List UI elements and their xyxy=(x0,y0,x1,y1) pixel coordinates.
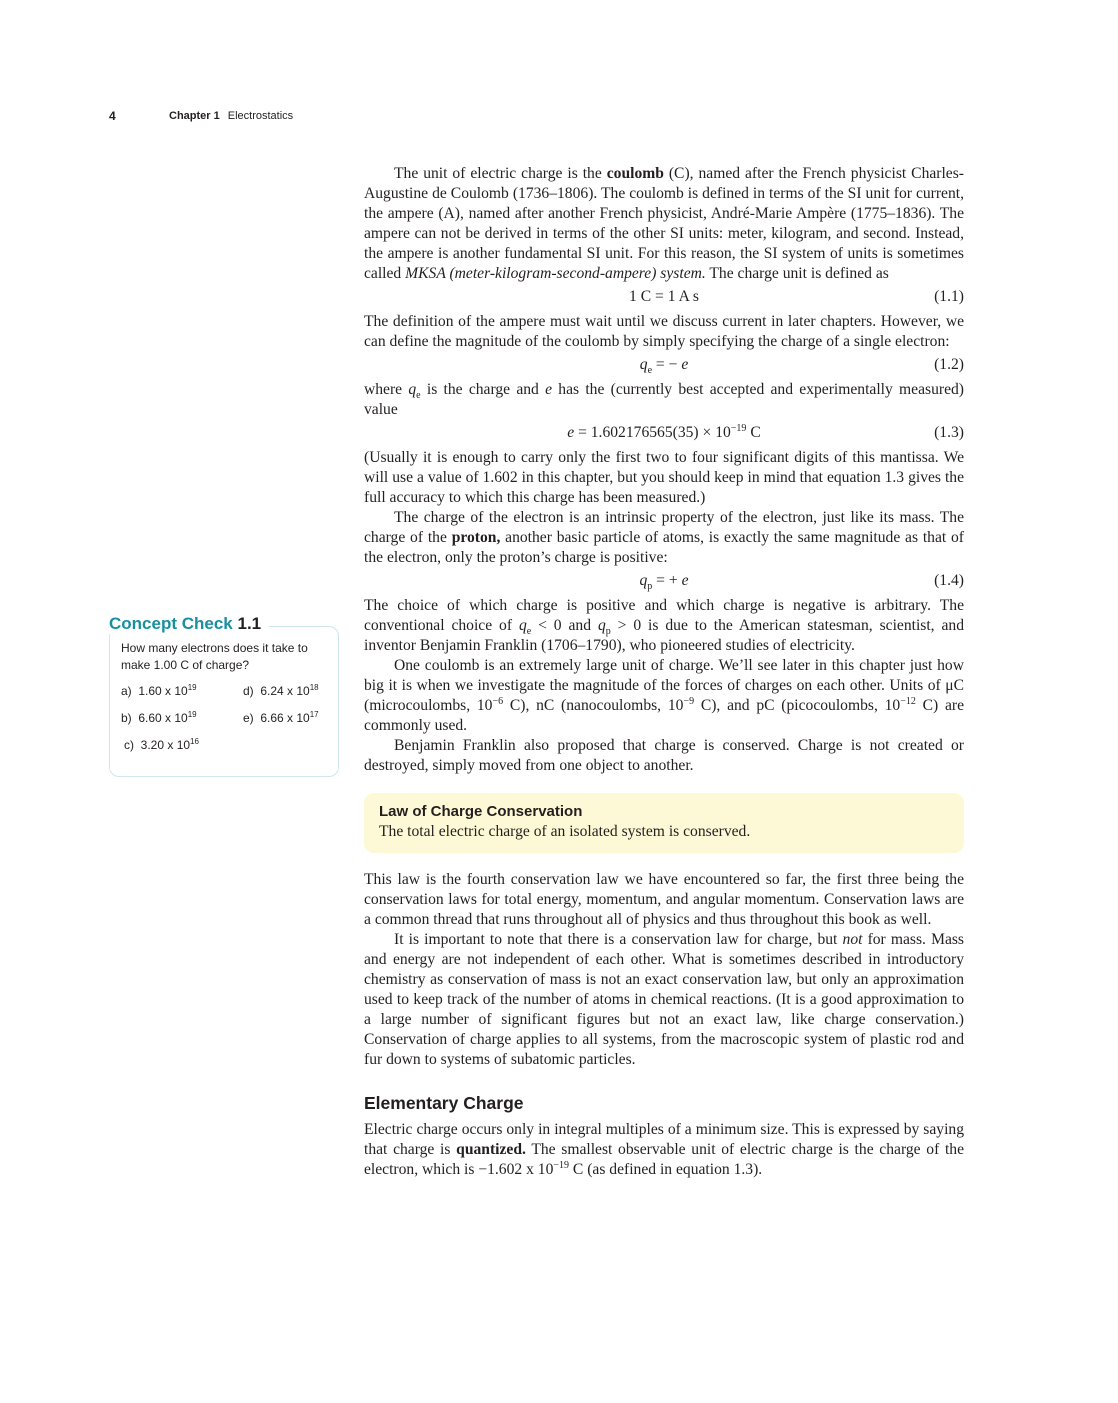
concept-check-title: Concept Check 1.1 xyxy=(109,614,269,634)
equation xyxy=(364,355,964,375)
text-run: MKSA (meter-kilogram-second-ampere) system. xyxy=(405,265,706,282)
text-run: (Usually it is enough to carry only the first two to four significant digits of this mantissa. We will use a value of 1.602 in this chapter, but you should keep in mind that equation 1.3 gives the full accuracy to which this charge has been measured.) xyxy=(364,449,964,506)
text-run: The choice of which charge is positive and which charge is negative is arbitrary. The conventional choice of xyxy=(364,597,964,634)
paragraph xyxy=(364,448,964,508)
text-run: Benjamin Franklin also proposed that charge is conserved. Charge is not created or destroyed, simply moved from one object to another. xyxy=(364,737,964,774)
option-exponent: 19 xyxy=(187,710,197,719)
equation xyxy=(364,571,964,591)
text-run: coulomb xyxy=(606,165,664,182)
text-run: proton, xyxy=(451,529,501,546)
text-run: e xyxy=(647,365,653,377)
chapter-heading xyxy=(169,110,293,122)
text-run: e xyxy=(681,572,689,589)
equation-number: (1.4) xyxy=(934,572,964,589)
text-run: C xyxy=(746,424,761,441)
text-run: The smallest observable unit of electric charge is the charge of the electron, which is −1.602 x 10 xyxy=(364,1141,965,1178)
page-number: 4 xyxy=(109,109,116,123)
concept-check-option xyxy=(121,710,243,727)
option-label: a) xyxy=(121,684,132,698)
equation-number: (1.2) xyxy=(934,356,964,373)
equation-number: (1.3) xyxy=(934,424,964,441)
text-run: > 0 is due to the American statesman, scientist, and inventor Benjamin Franklin (1706–1790), who pioneered studies of electricity. xyxy=(364,617,965,654)
option-exponent: 18 xyxy=(309,683,319,692)
concept-check-options xyxy=(121,683,327,754)
text-run: e xyxy=(545,381,553,398)
text-run: q xyxy=(639,356,648,373)
text-run: 1 C = 1 A s xyxy=(629,288,699,305)
equation xyxy=(364,423,964,443)
text-run: The charge of the electron is an intrinsic property of the electron, just like its mass. The charge of the xyxy=(364,509,964,546)
chapter-label: Chapter 1 xyxy=(169,110,220,122)
option-label: d) xyxy=(243,684,254,698)
text-run: q xyxy=(518,617,527,634)
equation-number: (1.1) xyxy=(934,288,964,305)
text-run: Electric charge occurs only in integral multiples of a minimum size. This is expressed by saying that charge is xyxy=(364,1121,964,1158)
concept-check-option xyxy=(121,737,243,754)
text-run: The unit of electric charge is the xyxy=(394,165,607,182)
text-run: < 0 and xyxy=(531,617,598,634)
text-run: another basic particle of atoms, is exactly the same magnitude as that of the electron, only the proton’s charge is positive: xyxy=(364,529,964,566)
text-run: q xyxy=(408,381,417,398)
option-exponent: 19 xyxy=(187,683,197,692)
concept-check-option xyxy=(243,710,343,727)
paragraph xyxy=(364,596,964,656)
paragraph xyxy=(364,380,964,420)
text-run: p xyxy=(605,626,611,638)
option-value: 6.24 x 10 xyxy=(260,684,310,698)
text-run: where xyxy=(364,381,409,398)
option-label: e) xyxy=(243,711,254,725)
text-run: −12 xyxy=(900,695,916,707)
paragraph xyxy=(364,656,964,736)
paragraph xyxy=(364,508,964,568)
text-run: (C), named after the French physicist Charles-Augustine de Coulomb (1736–1806). The coulomb is defined in terms of the SI unit for current, the ampere (A), named after another French physicist, André-Marie Ampère (1775–1836). The ampere can not be derived in terms of the other SI units: meter, kilogram, and second. Instead, the ampere is another fundamental SI unit. For this reason, the SI system of units is sometimes called xyxy=(364,165,964,282)
text-run: C) are commonly used. xyxy=(364,697,964,734)
option-value: 3.20 x 10 xyxy=(140,738,191,752)
text-run: C (as defined in equation 1.3). xyxy=(569,1161,763,1178)
text-run: q xyxy=(639,572,648,589)
chapter-title: Electrostatics xyxy=(227,110,294,122)
option-exponent: 16 xyxy=(190,737,199,746)
option-exponent: 17 xyxy=(309,710,319,719)
paragraph xyxy=(364,312,964,352)
text-run: q xyxy=(597,617,606,634)
option-value: 1.60 x 10 xyxy=(138,684,188,698)
option-label: c) xyxy=(124,738,134,752)
text-run: C), nC (nanocoulombs, 10 xyxy=(503,697,684,714)
text-run: e xyxy=(681,356,689,373)
text-run: = − xyxy=(652,356,682,373)
text-run: e xyxy=(526,626,532,638)
paragraph xyxy=(364,1120,964,1180)
law-title: Law of Charge Conservation xyxy=(379,803,583,820)
equation-body xyxy=(639,356,689,377)
text-run: = 1.602176565(35) × 10 xyxy=(574,424,731,441)
text-run: The charge unit is defined as xyxy=(705,265,889,282)
text-run: = + xyxy=(652,572,682,589)
text-run: −19 xyxy=(730,422,747,434)
text-run: −6 xyxy=(492,695,504,707)
section-heading: Elementary Charge xyxy=(364,1093,524,1113)
text-run: e xyxy=(567,424,575,441)
paragraph xyxy=(364,930,964,1070)
paragraph xyxy=(364,736,964,776)
law-text: The total electric charge of an isolated system is conserved. xyxy=(379,823,751,840)
equation-body xyxy=(639,572,689,593)
option-label: b) xyxy=(121,711,132,725)
text-run: quantized. xyxy=(456,1141,526,1158)
law-box xyxy=(364,793,964,853)
concept-check-box xyxy=(109,614,339,754)
equation-body xyxy=(567,424,761,441)
text-run: is the charge and xyxy=(420,381,546,398)
text-run: has the (currently best accepted and experimentally measured) value xyxy=(364,381,964,418)
equation xyxy=(364,287,964,307)
text-run: C), and pC (picocoulombs, 10 xyxy=(694,697,901,714)
text-run: e xyxy=(416,390,421,402)
paragraph xyxy=(364,870,964,930)
concept-check-question: How many electrons does it take to make 1.00 C of charge? xyxy=(121,641,308,672)
text-run: One coulomb is an extremely large unit of charge. We’ll see later in this chapter just how big it is when we investigate the magnitude of the forces of charges on each other. Units of μC (microcoulombs, 10 xyxy=(364,657,964,714)
paragraph xyxy=(364,164,964,284)
option-value: 6.66 x 10 xyxy=(260,711,310,725)
text-run: for mass. Mass and energy are not independent of each other. What is sometimes described in introductory chemistry as conservation of mass is not an exact conservation law, but only an approximation used to keep track of the number of atoms in chemical reactions. (It is a good approximation to a large number of significant figures but not an exact law, like charge conservation.) Conservation of charge applies to all systems, from the macroscopic system of plastic rod and fur down to systems of subatomic particles. xyxy=(364,931,964,1068)
concept-check-option xyxy=(121,683,243,700)
concept-check-option xyxy=(243,683,343,700)
option-value: 6.60 x 10 xyxy=(138,711,188,725)
main-text-column xyxy=(364,164,964,1180)
text-run: p xyxy=(647,581,653,593)
text-run: −9 xyxy=(683,695,695,707)
text-run: The definition of the ampere must wait until we discuss current in later chapters. However, we can define the magnitude of the coulomb by simply specifying the charge of a single electron: xyxy=(364,313,964,350)
text-run: −19 xyxy=(553,1159,570,1171)
text-run: It is important to note that there is a conservation law for charge, but xyxy=(394,931,843,948)
equation-body xyxy=(629,288,699,305)
text-run: This law is the fourth conservation law we have encountered so far, the first three being the conservation laws for total energy, momentum, and angular momentum. Conservation laws are a common thread that runs throughout all of physics and thus throughout this book as well. xyxy=(364,871,964,928)
text-run: not xyxy=(842,931,863,948)
